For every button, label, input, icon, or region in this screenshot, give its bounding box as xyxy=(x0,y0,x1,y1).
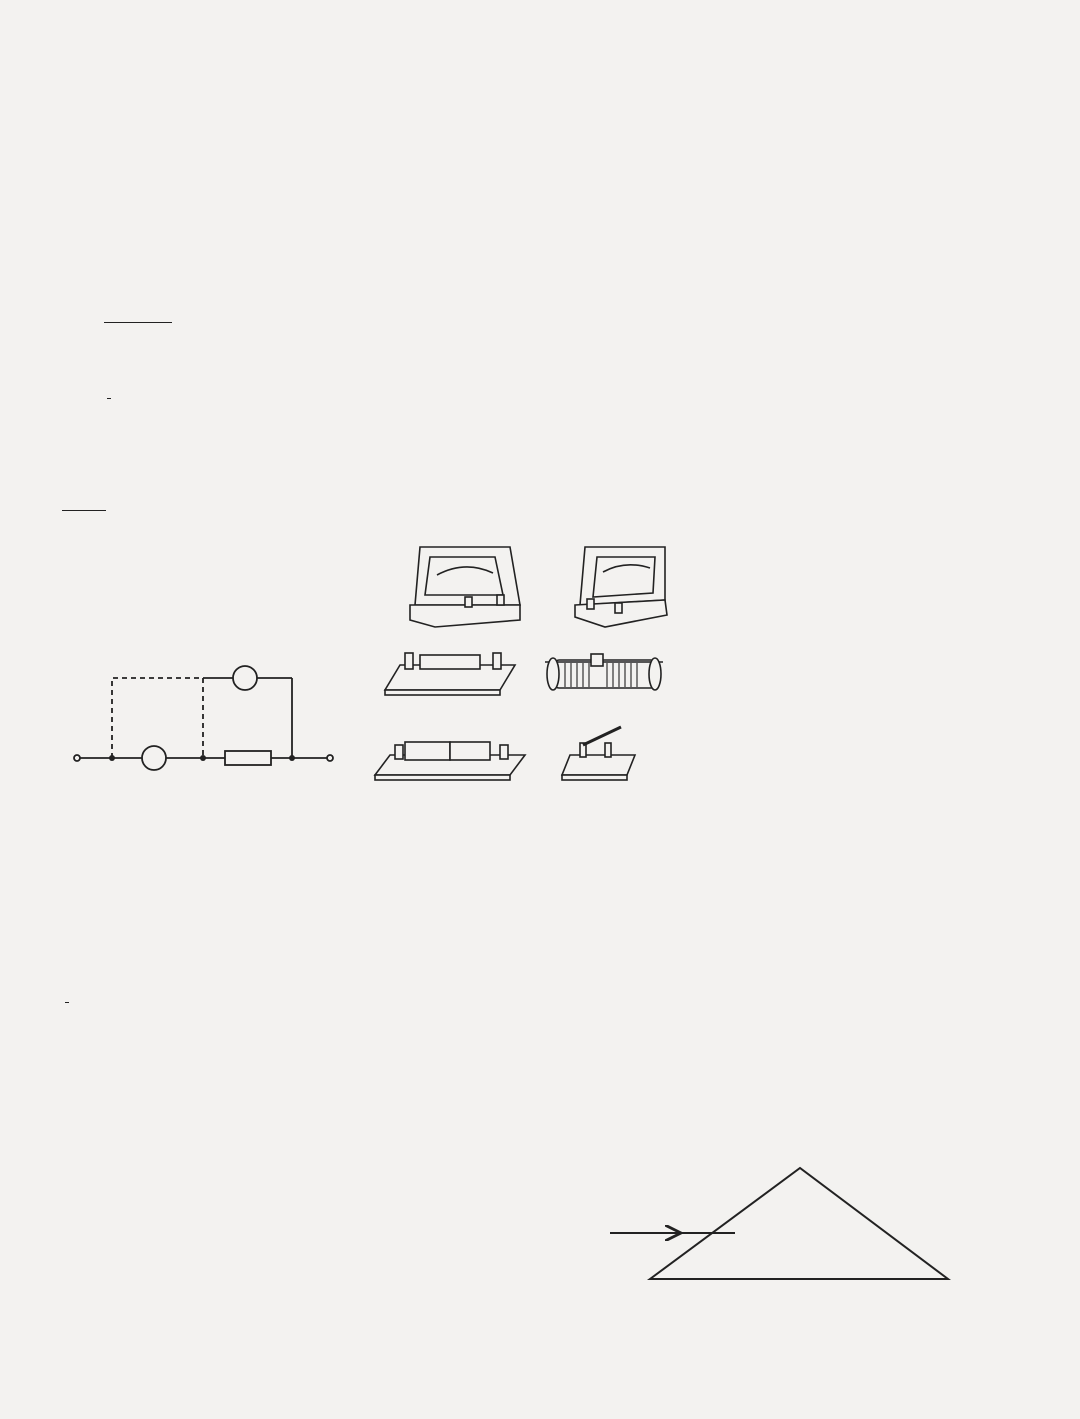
ammeter-terminal xyxy=(587,599,594,609)
q15-para-3 xyxy=(62,988,72,1014)
battery-cell-1 xyxy=(405,742,450,760)
sensor-board-edge xyxy=(385,690,500,695)
q3-line-3 xyxy=(62,484,106,513)
ratio-fraction xyxy=(107,398,111,399)
ammeter-face xyxy=(593,557,655,597)
battery-cell-2 xyxy=(450,742,490,760)
voltmeter-base xyxy=(410,605,520,627)
node-b-dot xyxy=(200,755,206,761)
prism-triangle xyxy=(650,1168,948,1279)
battery-terminal xyxy=(395,745,403,759)
rheostat-slider xyxy=(591,654,603,666)
voltmeter-device xyxy=(410,547,520,627)
ammeter-terminal xyxy=(615,603,622,613)
ammeter-symbol xyxy=(142,746,166,770)
voltmeter-terminal xyxy=(497,595,504,605)
battery-board-edge xyxy=(375,775,510,780)
answer-blank-ammeter[interactable] xyxy=(104,297,172,323)
rheostat-device xyxy=(545,654,663,690)
sensor-terminal xyxy=(493,653,501,669)
voltmeter-face xyxy=(425,557,503,595)
switch-post xyxy=(605,743,611,757)
figure-jia-circuit xyxy=(70,650,340,800)
voltmeter-terminal xyxy=(465,597,472,607)
switch-device xyxy=(562,727,635,780)
switch-lever xyxy=(583,727,621,745)
pressure-sensor-device xyxy=(385,653,515,695)
rheostat-end-left xyxy=(547,658,559,690)
sensor-element xyxy=(420,655,480,669)
node-a-dot xyxy=(289,755,295,761)
terminal-right xyxy=(327,755,333,761)
answer-blank-force[interactable] xyxy=(62,485,106,511)
figure-bing-chart xyxy=(715,600,965,790)
switch-base xyxy=(562,755,635,775)
voltmeter-symbol xyxy=(233,666,257,690)
switch-base-edge xyxy=(562,775,627,780)
q2-line-1 xyxy=(104,297,172,323)
fraction-numerator xyxy=(107,398,111,399)
one-third-fraction xyxy=(65,1002,69,1003)
battery-device xyxy=(375,742,525,780)
figure-prism xyxy=(600,1148,980,1308)
terminal-left xyxy=(74,755,80,761)
node-c-dot xyxy=(109,755,115,761)
rheostat-end-right xyxy=(649,658,661,690)
q3-line-1 xyxy=(104,388,114,417)
figure-yi-apparatus xyxy=(365,535,695,805)
fraction-numerator xyxy=(65,1002,69,1003)
battery-terminal xyxy=(500,745,508,759)
resistor-rx xyxy=(225,751,271,765)
rheostat-coil xyxy=(555,660,655,688)
ammeter-device xyxy=(575,547,667,627)
sensor-terminal xyxy=(405,653,413,669)
